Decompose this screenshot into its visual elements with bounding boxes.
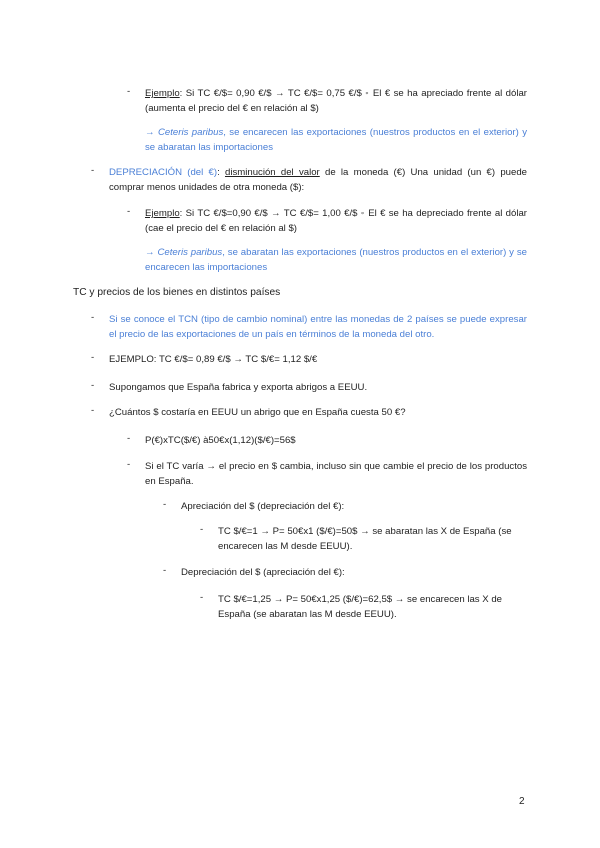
bullet-dash: - xyxy=(91,165,95,176)
exchange-rate-variation: Si el TC varía → el precio en $ cambia, incluso sin que cambie el precio de los productos en España. xyxy=(145,461,527,487)
definition-text: de la moneda (€) Una unidad (un €) puede comprar menos unidades de otra moneda ($): xyxy=(109,167,527,193)
bullet-dash: - xyxy=(91,405,95,416)
ceteris-paribus-term: Ceteris paribus xyxy=(158,127,224,138)
ceteris-paribus-note-1 xyxy=(145,125,527,155)
example-label: Ejemplo xyxy=(145,208,180,219)
example-text: : Si TC €/$=0,90 €/$ → TC €/$= 1,00 €/$ ◦ El € se ha depreciado frente al dólar (cae el precio del € en relación al $) xyxy=(145,208,527,234)
appreciation-case: TC $/€=1 → P= 50€x1 ($/€)=50$ → se abaratan las X de España (se encarecen las M desde EEUU). xyxy=(218,526,512,552)
bullet-dash: - xyxy=(200,592,204,603)
assumption-text: Supongamos que España fabrica y exporta abrigos a EEUU. xyxy=(109,382,368,393)
bullet-dash: - xyxy=(163,565,167,576)
question-text: ¿Cuántos $ costaría en EEUU un abrigo que en España cuesta 50 €? xyxy=(109,407,406,418)
example-label: Ejemplo xyxy=(145,88,180,99)
example-appreciation xyxy=(145,86,527,116)
tcn-explanation: Si se conoce el TCN (tipo de cambio nominal) entre las monedas de 2 países se puede expresar el precio de las exportaciones de un país en términos de la moneda del otro. xyxy=(109,314,527,340)
depreciation-label: DEPRECIACIÓN (del €) xyxy=(109,167,218,178)
bullet-dash: - xyxy=(91,352,95,363)
example-text: : Si TC €/$= 0,90 €/$ → TC €/$= 0,75 €/$ ◦ El € se ha apreciado frente al dólar (aumenta el precio del € en relación al $) xyxy=(145,88,527,114)
arrow-glyph: → xyxy=(145,247,155,258)
depreciation-definition xyxy=(109,165,527,195)
bullet-dash: - xyxy=(91,312,95,323)
dollar-depreciation-label: Depreciación del $ (apreciación del €): xyxy=(181,567,345,578)
price-formula: P(€)xTC($/€) à50€x(1,12)($/€)=56$ xyxy=(145,435,296,446)
depreciation-case: TC $/€=1,25 → P= 50€x1,25 ($/€)=62,5$ → se encarecen las X de España (se abaratan las M desde EEUU). xyxy=(218,594,502,620)
bullet-dash: - xyxy=(127,459,131,470)
bullet-dash: - xyxy=(200,524,204,535)
arrow-glyph: → xyxy=(145,127,155,138)
bullet-dash: - xyxy=(163,499,167,510)
bullet-dash: - xyxy=(127,206,131,217)
example-depreciation xyxy=(145,206,527,236)
underlined-term: disminución del valor xyxy=(224,167,320,178)
note-text: , se abaratan las exportaciones (nuestros productos en el exterior) y se encarecen las importaciones xyxy=(145,247,527,273)
bullet-dash: - xyxy=(127,86,131,97)
section-heading: TC y precios de los bienes en distintos países xyxy=(73,287,281,298)
example-exchange-rate: EJEMPLO: TC €/$= 0,89 €/$ → TC $/€= 1,12 $/€ xyxy=(109,354,318,365)
dollar-appreciation-label: Apreciación del $ (depreciación del €): xyxy=(181,501,345,512)
bullet-dash: - xyxy=(127,433,131,444)
note-text: , se encarecen las exportaciones (nuestros productos en el exterior) y se abaratan las importaciones xyxy=(145,127,527,153)
page-number: 2 xyxy=(519,796,525,807)
bullet-dash: - xyxy=(91,380,95,391)
ceteris-paribus-note-2 xyxy=(145,245,527,275)
colon-text: : xyxy=(217,167,225,178)
ceteris-paribus-term: Ceteris paribus xyxy=(157,247,223,258)
